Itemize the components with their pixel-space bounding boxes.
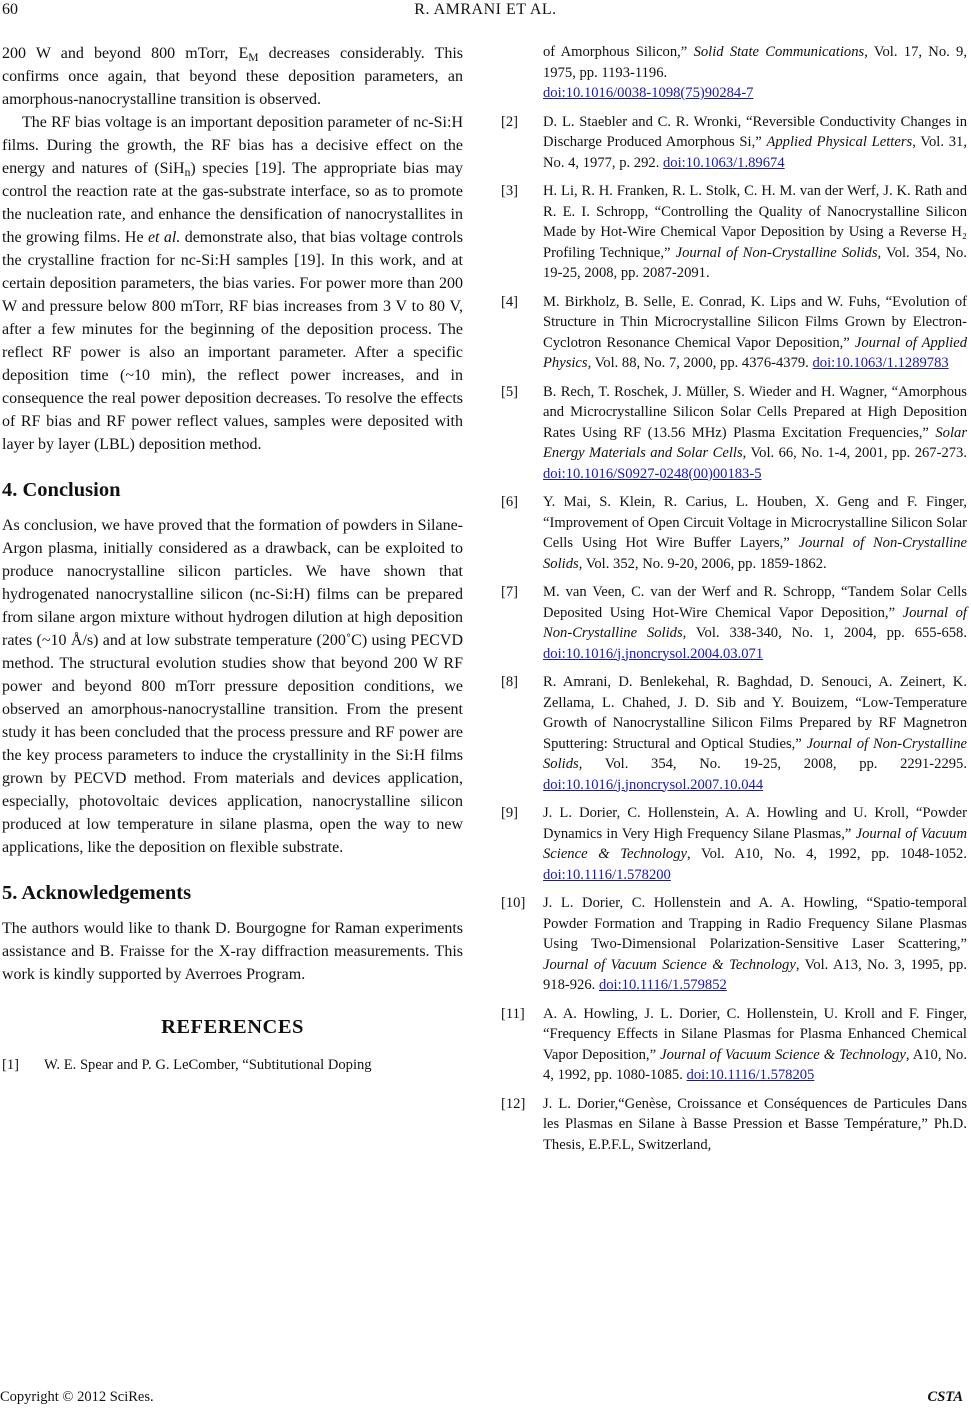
reference-number: [8] <box>501 674 519 690</box>
doi-link[interactable]: doi:10.1063/1.1289783 <box>812 355 949 371</box>
references-heading: REFERENCES <box>161 1016 304 1038</box>
reference-item <box>501 181 967 284</box>
doi-link[interactable]: doi:10.1116/1.578205 <box>686 1067 815 1083</box>
reference-text: J. L. Dorier, C. Hollenstein and A. A. Howling, “Spatio-temporal Powder Formation and Trapping in Radio Frequency Silane Plasmas Using Two-Dimensional Polarization-Sensitive Laser Scattering,” Journal of Vacuum Science & Technology, Vol. A13, No. 3, 1995, pp. 918-926. doi:10.1116/1.579852 <box>543 895 967 993</box>
reference-number: [11] <box>501 1005 525 1022</box>
doi-link[interactable]: doi:10.1116/1.579852 <box>598 977 727 993</box>
reference-item <box>501 672 967 795</box>
reference-item <box>501 803 967 885</box>
conclusion-paragraph: As conclusion, we have proved that the formation of powders in Silane-Argon plasma, initially considered as a drawback, can be exploited to produce nanocrystalline silicon particles. We have shown that hydrogenated nanocrystalline silicon (nc-Si:H) films can be prepared from silane argon mixture without hydrogen dilution at high deposition rates (~10 Å/s) and at low substrate temperature (200˚C) using PECVD method. The structural evolution studies show that beyond 200 W RF power and beyond 800 mTorr pressure deposition conditions, we observed an amorphous-nanocrystalline transition. From the present study it has been concluded that the process pressure and RF power are the key process parameters to induce the crystallinity in the Si:H films grown by PECVD method. From materials and devices application, especially, photovoltaic devices application, nanocrystalline silicon produced at low temperature in silane plasma, open the way to new applications, like the deposition on flexible substrate. <box>2 517 463 856</box>
running-title: R. AMRANI ET AL. <box>414 1 557 18</box>
reference-number: [9] <box>501 805 519 821</box>
doi-link[interactable]: doi:10.1016/S0927-0248(00)00183-5 <box>543 465 762 482</box>
reference-text: M. Birkholz, B. Selle, E. Conrad, K. Lips and W. Fuhs, “Evolution of Structure in Thin Microcrystalline Silicon Films Grown by Electron-Cyclotron Resonance Chemical Vapor Deposition,” Journal of Applied Physics, Vol. 88, No. 7, 2000, pp. 4376-4379. doi:10.1063/1.1289783 <box>543 293 967 371</box>
reference-item <box>501 1094 967 1156</box>
body-paragraph: The RF bias voltage is an important deposition parameter of nc-Si:H films. During the growth, the RF bias has a decisive effect on the energy and natures of (SiH$_n$) species [19]. The appropriate bias may control the reaction rate at the gas-substrate interface, so as to promote the nucleation rate, and enhance the densification of nanocrystallites in the growing films. He et al. demonstrate also, that bias voltage controls the crystalline fraction for nc-Si:H samples [19]. In this work, and at certain deposition parameters, the bias varies. For power more than 200 W and pressure below 800 mTorr, RF bias increases from 3 V to 80 V, after a few minutes for the beginning of the deposition process. The reflect RF power is also an important parameter. After a specific deposition time (~10 min), the reflect power increases, and in consequence the real power deposition decreases. To resolve the effects of RF bias and RF power reflect values, samples were deposited with layer by layer (LBL) deposition method. <box>2 114 463 453</box>
reference-number: [3] <box>501 183 519 199</box>
reference-text: M. van Veen, C. van der Werf and R. Schropp, “Tandem Solar Cells Deposited Using Hot-Wire Chemical Vapor Deposition,” Journal of Non-Crystalline Solids, Vol. 338-340, No. 1, 2004, pp. 655-658. doi:10.1016/j.jnoncrysol.2004.03.071 <box>543 584 968 662</box>
reference-number: [12] <box>501 1095 526 1112</box>
doi-link[interactable]: doi:10.1016/0038-1098(75)90284-7 <box>543 85 754 101</box>
reference-number: [7] <box>501 584 519 600</box>
reference-text: D. L. Staebler and C. R. Wronki, “Reversible Conductivity Changes in Discharge Produced Amorphous Si,” Applied Physical Letters, Vol. 31, No. 4, 1977, p. 292. doi:10.1063/1.89674 <box>543 113 967 171</box>
reference-number: [6] <box>501 494 519 510</box>
reference-item-continued: of Amorphous Silicon,” Solid State Communications, Vol. 17, No. 9, 1975, pp. 1193-1196. doi:10.1016/0038-1098(75)90284-7 <box>543 44 967 101</box>
reference-text: Y. Mai, S. Klein, R. Carius, L. Houben, X. Geng and F. Finger, “Improvement of Open Circuit Voltage in Microcrystalline Silicon Solar Cells Using Hot Wire Buffer Layers,” Journal of Non-Crystalline Solids, Vol. 352, No. 9-20, 2006, pp. 1859-1862. <box>543 494 967 572</box>
reference-item: [1] W. E. Spear and P. G. LeComber, “Subtitutional Doping <box>2 1057 372 1073</box>
doi-link[interactable]: doi:10.1063/1.89674 <box>663 154 785 171</box>
reference-text: J. L. Dorier,“Genèse, Croissance et Conséquences de Particules Dans les Plasmas en Silane à Basse Pression et Basse Température,” Ph.D. Thesis, E.P.F.L, Switzerland, <box>543 1095 967 1153</box>
reference-item <box>501 582 967 664</box>
body-paragraph: 200 W and beyond 800 mTorr, $E_M$ decreases considerably. This confirms once again, that beyond these deposition parameters, an amorphous-nanocrystalline transition is observed. <box>2 45 463 108</box>
reference-item <box>501 382 967 485</box>
reference-item <box>501 112 967 174</box>
reference-text: R. Amrani, D. Benlekehal, R. Baghdad, D. Senouci, A. Zeinert, K. Zellama, L. Chahed, J. D. Sib and Y. Bouizem, “Low-Temperature Growth of Nanocrystalline Silicon Films Prepared by RF Magnetron Sputtering: Structural and Optical Studies,” Journal of Non-Crystalline Solids, Vol. 354, No. 19-25, 2008, pp. 2291-2295. doi:10.1016/j.jnoncrysol.2007.10.044 <box>543 674 967 793</box>
reference-number: [10] <box>501 895 526 911</box>
doi-link[interactable]: doi:10.1016/j.jnoncrysol.2004.03.071 <box>543 645 764 662</box>
doi-link[interactable]: doi:10.1116/1.578200 <box>543 866 671 883</box>
left-column <box>2 42 463 1084</box>
reference-number: [2] <box>501 113 519 130</box>
reference-text: A. A. Howling, J. L. Dorier, C. Hollenstein, U. Kroll and F. Finger, “Frequency Effects in Silane Plasmas for Plasma Enhanced Chemical Vapor Deposition,” Journal of Vacuum Science & Technology, A10, No. 4, 1992, pp. 1080-1085. doi:10.1116/1.578205 <box>543 1005 968 1083</box>
copyright-notice: Copyright © 2012 SciRes. <box>0 1389 154 1405</box>
right-column <box>501 42 967 1163</box>
page-header <box>0 0 971 22</box>
reference-number: [5] <box>501 383 519 400</box>
journal-abbrev: CSTA <box>927 1389 963 1405</box>
reference-text: J. L. Dorier, C. Hollenstein, A. A. Howling and U. Kroll, “Powder Dynamics in Very High Frequency Silane Plasmas,” Journal of Vacuum Science & Technology, Vol. A10, No. 4, 1992, pp. 1048-1052. doi:10.1116/1.578200 <box>543 805 967 883</box>
reference-item <box>501 492 967 574</box>
reference-number: [4] <box>501 293 519 310</box>
reference-list <box>501 112 967 1156</box>
acknowledgements-paragraph: The authors would like to thank D. Bourgogne for Raman experiments assistance and B. Fraisse for the X-ray diffraction measurements. This work is kindly supported by Averroes Program. <box>2 920 463 983</box>
reference-text: H. Li, R. H. Franken, R. L. Stolk, C. H. M. van der Werf, J. K. Rath and R. E. I. Schropp, “Controlling the Quality of Nanocrystalline Silicon Made by Hot-Wire Chemical Vapor Deposition by Using a Reverse H₂ Profiling Technique,” Journal of Non-Crystalline Solids, Vol. 354, No. 19-25, 2008, pp. 2087-2091. <box>543 183 968 281</box>
reference-item <box>501 292 967 374</box>
reference-item <box>501 1004 967 1086</box>
doi-link[interactable]: doi:10.1016/j.jnoncrysol.2007.10.044 <box>543 776 764 793</box>
reference-text: B. Rech, T. Roschek, J. Müller, S. Wieder and H. Wagner, “Amorphous and Microcrystalline Silicon Solar Cells Prepared at High Deposition Rates Using RF (13.56 MHz) Plasma Excitation Frequencies,” Solar Energy Materials and Solar Cells, Vol. 66, No. 1-4, 2001, pp. 267-273. doi:10.1016/S0927-0248(00)00183-5 <box>543 383 968 482</box>
reference-item <box>501 893 967 996</box>
section-heading-acknowledgements: 5. Acknowledgements <box>2 882 192 904</box>
page-number: 60 <box>2 1 18 18</box>
section-heading-conclusion: 4. Conclusion <box>2 479 121 501</box>
